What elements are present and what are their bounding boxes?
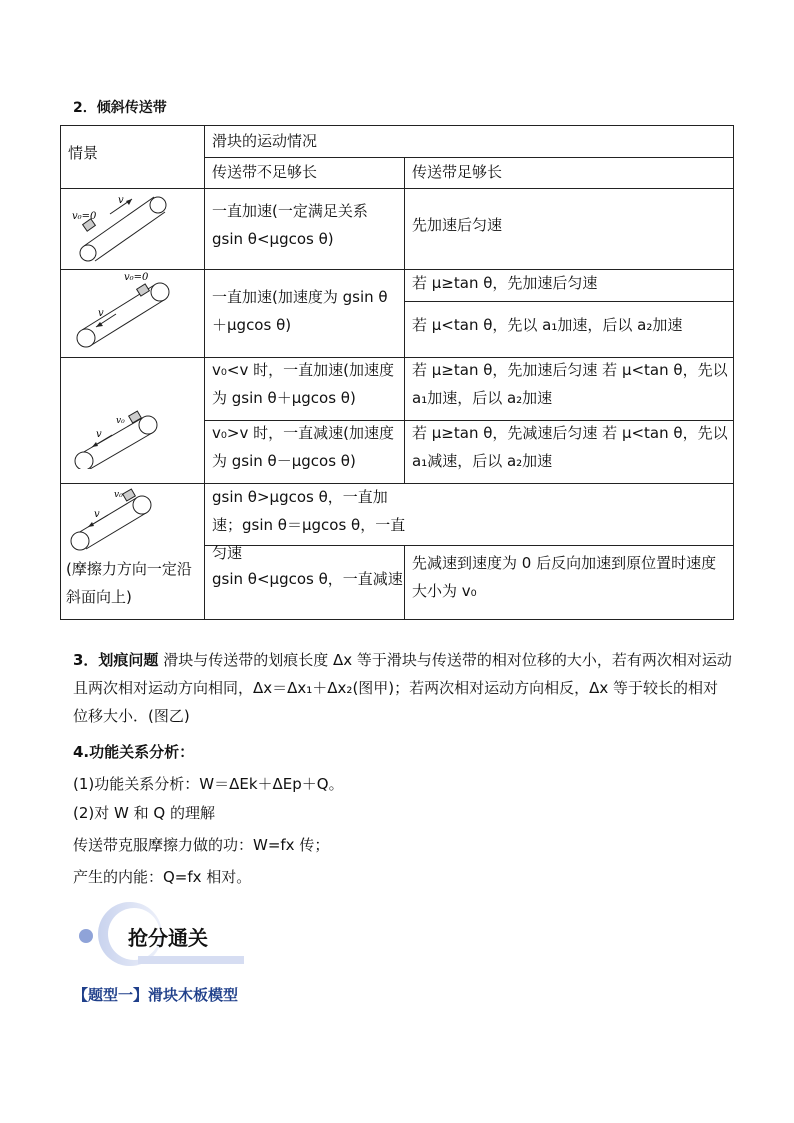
row4-merged: gsin θ>μgcos θ，一直加速；gsin θ＝μgcos θ，一直匀速 [212, 488, 406, 562]
section-3-heading: 3．划痕问题 [73, 651, 159, 669]
header-long: 传送带足够长 [412, 163, 503, 181]
row2-long-b: 若 μ<tan θ，先以 a₁加速，后以 a₂加速 [412, 316, 683, 334]
section-3 [73, 646, 733, 730]
banner-text: 抢分通关 [128, 926, 208, 950]
row2-v0-label: v₀=0 [124, 272, 149, 283]
row2-v-label: v [98, 308, 104, 319]
row3-short-b: v₀>v 时，一直减速(加速度为 gsin θ－μgcos θ) [212, 424, 394, 470]
row1-v0-label: v₀=0 [72, 211, 97, 222]
question-type-heading: 【题型一】滑块木板模型 [73, 986, 239, 1004]
row3-v-label: v [96, 429, 102, 440]
row4-v-label: v [94, 509, 100, 520]
section-4-line1: (1)功能关系分析：W＝ΔEk＋ΔEp＋Q。 [73, 775, 344, 793]
row3-v0-label: v₀ [116, 416, 125, 426]
row3-long-b: 若 μ≥tan θ，先减速后匀速 若 μ<tan θ，先以 a₁减速，后以 a₂加速 [412, 424, 728, 470]
row4-long-b: 先减速到速度为 0 后反向加速到原位置时速度大小为 v₀ [412, 554, 717, 600]
header-motion: 滑块的运动情况 [212, 132, 318, 150]
diagram-row2 [70, 272, 200, 356]
section-banner [78, 900, 248, 968]
row2-short: 一直加速(加速度为 gsin θ＋μgcos θ) [212, 288, 388, 334]
row4-scene-note: (摩擦力方向一定沿斜面向上) [66, 560, 192, 606]
section-2-title: 2．倾斜传送带 [73, 100, 167, 116]
row4-short-b: gsin θ<μgcos θ，一直减速 [212, 570, 403, 588]
section-3-text: 滑块与传送带的划痕长度 Δx 等于滑块与传送带的相对位移的大小，若有两次相对运动且两次相对运动方向相同，Δx＝Δx₁＋Δx₂(图甲)；若两次相对运动方向相反，Δx 等于较长的相对位移大小．(图乙) [73, 651, 732, 725]
diagram-row4 [68, 485, 198, 555]
conveyor-table [60, 125, 734, 620]
header-short: 传送带不足够长 [212, 163, 318, 181]
row1-v-label: v [118, 195, 124, 206]
header-scene: 情景 [68, 144, 99, 162]
diagram-row1 [70, 191, 170, 267]
section-4-line3: 传送带克服摩擦力做的功：W=fx 传； [73, 836, 330, 854]
section-4-heading: 4.功能关系分析： [73, 743, 195, 761]
row3-long-a: 若 μ≥tan θ，先加速后匀速 若 μ<tan θ，先以 a₁加速，后以 a₂加速 [412, 361, 728, 407]
row3-short-a: v₀<v 时，一直加速(加速度为 gsin θ＋μgcos θ) [212, 361, 394, 407]
diagram-row3 [70, 383, 200, 469]
row1-short: 一直加速(一定满足关系 gsin θ<μgcos θ) [212, 202, 368, 248]
section-4-line4: 产生的内能：Q=fx 相对。 [73, 868, 252, 886]
row2-long-a: 若 μ≥tan θ，先加速后匀速 [412, 274, 598, 292]
row4-v0-label: v₀ [114, 490, 123, 500]
row1-long: 先加速后匀速 [412, 216, 503, 234]
section-4-line2: (2)对 W 和 Q 的理解 [73, 804, 215, 822]
